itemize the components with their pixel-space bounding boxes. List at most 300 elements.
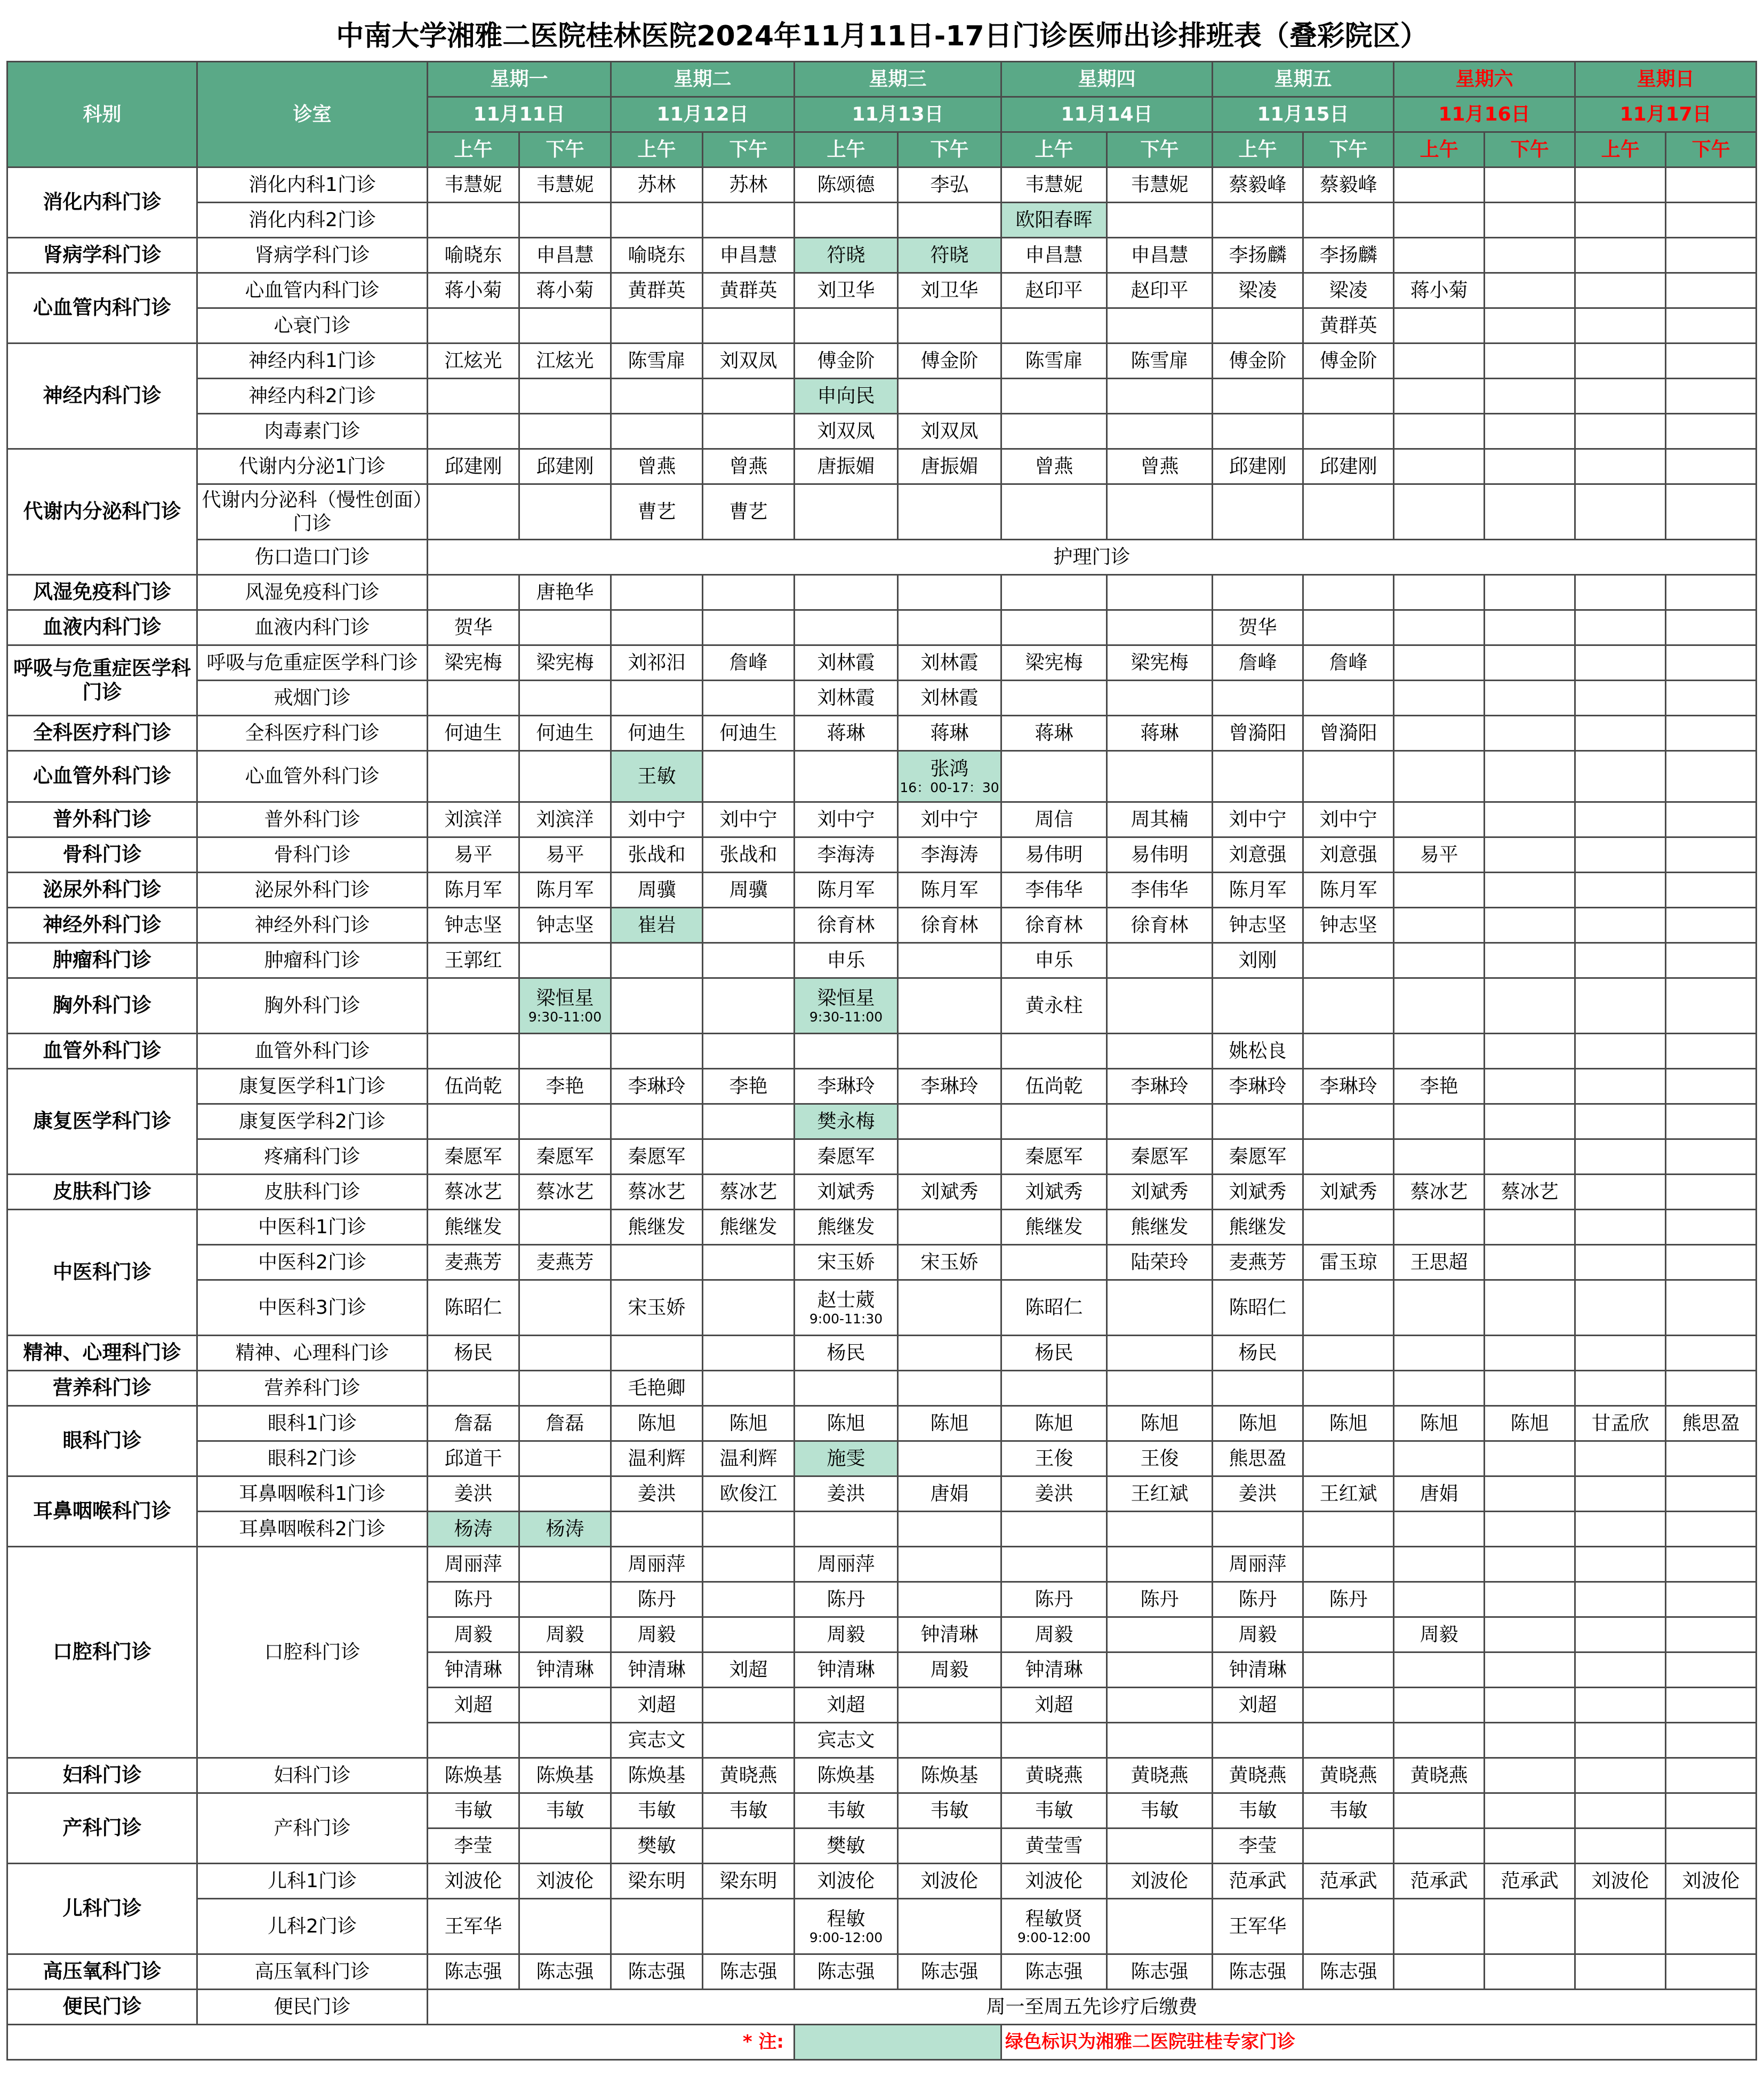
doctor-cell	[1394, 344, 1485, 379]
doctor-cell	[1107, 802, 1213, 837]
doctor-cell	[1303, 1512, 1394, 1547]
doctor-cell	[1213, 1441, 1303, 1476]
room-cell: 营养科门诊	[197, 1371, 428, 1406]
doctor-cell	[611, 1069, 703, 1104]
doctor-cell	[898, 751, 1001, 802]
doctor-name: 刘超	[637, 1694, 676, 1716]
doctor-cell	[1001, 873, 1107, 908]
doctor-cell	[519, 1617, 611, 1652]
doctor-cell	[611, 610, 703, 645]
doctor-cell	[1394, 1954, 1485, 1990]
room-cell: 疼痛科门诊	[197, 1139, 428, 1175]
doctor-name: 陈月军	[536, 879, 594, 901]
doctor-cell	[1666, 1793, 1757, 1829]
doctor-name: 王红斌	[1130, 1482, 1189, 1505]
doctor-name: 周骥	[729, 879, 768, 901]
doctor-cell	[1485, 1069, 1575, 1104]
doctor-cell	[795, 1371, 898, 1406]
doctor-cell	[703, 1954, 795, 1990]
doctor-name: 温利辉	[628, 1447, 686, 1470]
clinic-hours: 16：00-17：30	[900, 780, 999, 796]
schedule-row	[7, 1034, 1757, 1069]
doctor-cell	[898, 167, 1001, 203]
doctor-cell	[1213, 414, 1303, 449]
doctor-cell	[898, 1441, 1001, 1476]
room-cell: 代谢内分泌1门诊	[197, 449, 428, 484]
doctor-cell	[1394, 1371, 1485, 1406]
doctor-name: 邱建刚	[444, 455, 502, 477]
doctor-cell	[1485, 1547, 1575, 1582]
doctor-cell	[1213, 1476, 1303, 1512]
header-pm: 下午	[703, 132, 795, 167]
doctor-cell	[1666, 978, 1757, 1034]
doctor-name: 杨民	[1035, 1342, 1073, 1364]
doctor-name: 刘意强	[1229, 843, 1287, 866]
doctor-cell	[1107, 1582, 1213, 1617]
doctor-cell	[1213, 1652, 1303, 1688]
doctor-name: 申昌慧	[536, 244, 594, 266]
doctor-cell	[703, 449, 795, 484]
room-cell: 中医科2门诊	[197, 1245, 428, 1280]
schedule-row	[7, 1954, 1757, 1990]
header-date: 11月15日	[1213, 97, 1394, 132]
doctor-cell	[1575, 379, 1666, 414]
doctor-name: 王俊	[1140, 1447, 1179, 1470]
doctor-name: 刘超	[1238, 1694, 1277, 1716]
doctor-cell	[1394, 1617, 1485, 1652]
doctor-cell	[1107, 414, 1213, 449]
doctor-cell	[611, 1899, 703, 1954]
doctor-cell	[1394, 716, 1485, 751]
doctor-name: 赵印平	[1130, 279, 1189, 301]
doctor-cell	[1001, 645, 1107, 681]
header-pm: 下午	[1303, 132, 1394, 167]
doctor-name: 蔡冰艺	[444, 1180, 502, 1203]
doctor-name: 韦慧妮	[1130, 173, 1189, 196]
doctor-name: 刘斌秀	[1025, 1180, 1083, 1203]
doctor-cell	[898, 943, 1001, 978]
doctor-name: 韦敏	[546, 1799, 584, 1822]
doctor-cell	[1575, 1829, 1666, 1864]
room-cell: 妇科门诊	[197, 1758, 428, 1793]
doctor-name: 陈旭	[827, 1412, 865, 1434]
doctor-name: 黄晓燕	[1229, 1764, 1287, 1786]
doctor-name: 蔡毅峰	[1229, 173, 1287, 196]
doctor-cell	[611, 1104, 703, 1139]
doctor-cell	[1575, 1371, 1666, 1406]
doctor-name: 唐娟	[1420, 1482, 1458, 1505]
doctor-name: 李莹	[1238, 1834, 1277, 1857]
doctor-name: 陈月军	[1229, 879, 1287, 901]
doctor-cell	[1001, 1034, 1107, 1069]
doctor-cell	[1485, 1582, 1575, 1617]
doctor-cell	[1001, 167, 1107, 203]
doctor-cell	[703, 1245, 795, 1280]
doctor-name: 詹峰	[1329, 651, 1368, 674]
schedule-row	[7, 1899, 1757, 1954]
doctor-name: 刘中宁	[1319, 808, 1377, 831]
doctor-cell	[1107, 308, 1213, 344]
doctor-cell	[703, 1582, 795, 1617]
doctor-cell	[1485, 978, 1575, 1034]
doctor-cell	[795, 1547, 898, 1582]
doctor-name: 刘波伦	[536, 1870, 594, 1892]
doctor-cell	[703, 575, 795, 610]
doctor-cell	[519, 943, 611, 978]
schedule-row	[7, 1371, 1757, 1406]
doctor-name: 杨涛	[546, 1518, 584, 1540]
doctor-cell	[1666, 1723, 1757, 1758]
dept-cell: 口腔科门诊	[7, 1547, 197, 1758]
doctor-cell	[1575, 1441, 1666, 1476]
doctor-name: 陈月军	[920, 879, 979, 901]
room-cell: 耳鼻咽喉科2门诊	[197, 1512, 428, 1547]
doctor-cell	[1213, 167, 1303, 203]
doctor-cell	[1666, 1954, 1757, 1990]
doctor-cell	[898, 716, 1001, 751]
doctor-cell	[703, 1723, 795, 1758]
doctor-cell	[1001, 1104, 1107, 1139]
doctor-name: 蒋小菊	[536, 279, 594, 301]
doctor-cell	[1001, 1829, 1107, 1864]
doctor-name: 周信	[1035, 808, 1073, 831]
doctor-cell	[1666, 1617, 1757, 1652]
header-am: 上午	[611, 132, 703, 167]
doctor-cell	[1666, 1758, 1757, 1793]
doctor-cell	[428, 802, 519, 837]
doctor-cell	[1213, 1512, 1303, 1547]
doctor-cell	[1303, 1793, 1394, 1829]
doctor-name: 钟清琳	[628, 1658, 686, 1681]
doctor-cell	[795, 908, 898, 943]
doctor-cell	[1666, 1336, 1757, 1371]
doctor-cell	[1213, 1617, 1303, 1652]
doctor-name: 韦慧妮	[444, 173, 502, 196]
doctor-name: 傅金阶	[920, 349, 979, 372]
doctor-cell	[1394, 1476, 1485, 1512]
header-room: 诊室	[197, 62, 428, 167]
doctor-cell	[428, 1175, 519, 1210]
doctor-cell	[1107, 1034, 1213, 1069]
doctor-cell	[1213, 978, 1303, 1034]
doctor-name: 陆荣玲	[1130, 1251, 1189, 1273]
doctor-cell	[1213, 1210, 1303, 1245]
doctor-cell	[428, 379, 519, 414]
doctor-cell	[1575, 1864, 1666, 1899]
doctor-cell	[611, 1723, 703, 1758]
doctor-cell	[1303, 1336, 1394, 1371]
schedule-row	[7, 1547, 1757, 1582]
doctor-cell	[519, 575, 611, 610]
doctor-name: 易平	[454, 843, 493, 866]
doctor-cell	[795, 167, 898, 203]
doctor-cell	[428, 1864, 519, 1899]
room-cell: 胸外科门诊	[197, 978, 428, 1034]
doctor-cell	[1213, 449, 1303, 484]
doctor-cell	[1575, 943, 1666, 978]
doctor-cell	[1107, 1512, 1213, 1547]
doctor-cell	[898, 1034, 1001, 1069]
doctor-cell	[611, 1829, 703, 1864]
doctor-name: 梁凌	[1329, 279, 1368, 301]
doctor-name: 刘滨洋	[536, 808, 594, 831]
doctor-cell	[428, 238, 519, 273]
doctor-cell	[611, 449, 703, 484]
doctor-name: 刘超	[454, 1694, 493, 1716]
doctor-cell	[1001, 1582, 1107, 1617]
doctor-cell	[1394, 681, 1485, 716]
doctor-cell	[898, 1371, 1001, 1406]
doctor-name: 崔岩	[637, 914, 676, 936]
doctor-name: 毛艳卿	[628, 1377, 686, 1399]
schedule-row	[7, 308, 1757, 344]
doctor-name: 钟清琳	[920, 1623, 979, 1646]
doctor-name: 梁宪梅	[444, 651, 502, 674]
doctor-cell	[1213, 203, 1303, 238]
doctor-name: 陈志强	[1130, 1960, 1189, 1983]
doctor-name: 周毅	[827, 1623, 865, 1646]
header-date: 11月13日	[795, 97, 1001, 132]
doctor-name: 刘波伦	[444, 1870, 502, 1892]
doctor-name: 赵士葳	[817, 1289, 875, 1312]
schedule-row	[7, 610, 1757, 645]
doctor-cell	[898, 379, 1001, 414]
doctor-name: 张战和	[719, 843, 777, 866]
doctor-cell	[795, 238, 898, 273]
doctor-cell	[1394, 1793, 1485, 1829]
doctor-name: 李伟华	[1130, 879, 1189, 901]
doctor-name: 黄晓燕	[1130, 1764, 1189, 1786]
doctor-cell	[519, 1069, 611, 1104]
doctor-cell	[1575, 716, 1666, 751]
doctor-name: 张战和	[628, 843, 686, 866]
doctor-name: 刘波伦	[1682, 1870, 1740, 1892]
doctor-name: 蒋小菊	[444, 279, 502, 301]
room-cell: 康复医学科2门诊	[197, 1104, 428, 1139]
doctor-cell	[1001, 1441, 1107, 1476]
doctor-cell	[1666, 610, 1757, 645]
room-cell: 神经内科2门诊	[197, 379, 428, 414]
doctor-cell	[795, 1280, 898, 1336]
doctor-name: 麦燕芳	[444, 1251, 502, 1273]
doctor-name: 李弘	[930, 173, 969, 196]
dept-cell: 血液内科门诊	[7, 610, 197, 645]
header-date: 11月14日	[1001, 97, 1213, 132]
schedule-row	[7, 344, 1757, 379]
doctor-cell	[1107, 1371, 1213, 1406]
doctor-cell	[519, 1582, 611, 1617]
doctor-cell	[519, 1476, 611, 1512]
doctor-cell	[1001, 716, 1107, 751]
doctor-cell	[703, 1864, 795, 1899]
doctor-name: 杨民	[454, 1342, 493, 1364]
doctor-cell	[1394, 1441, 1485, 1476]
doctor-cell	[1485, 1034, 1575, 1069]
doctor-cell	[611, 484, 703, 540]
doctor-cell	[898, 1582, 1001, 1617]
schedule-row	[7, 681, 1757, 716]
doctor-cell	[1394, 978, 1485, 1034]
doctor-cell	[1107, 1175, 1213, 1210]
doctor-cell	[1001, 1476, 1107, 1512]
doctor-cell	[898, 1210, 1001, 1245]
header-weekday: 星期三	[795, 62, 1001, 97]
doctor-cell	[428, 1139, 519, 1175]
doctor-name: 何迪生	[444, 722, 502, 744]
doctor-cell	[1394, 379, 1485, 414]
room-cell: 代谢内分泌科（慢性创面）门诊	[197, 484, 428, 540]
doctor-cell	[1107, 1069, 1213, 1104]
dept-cell: 儿科门诊	[7, 1864, 197, 1954]
doctor-cell	[795, 1139, 898, 1175]
doctor-name: 姜洪	[454, 1482, 493, 1505]
doctor-name: 刘中宁	[920, 808, 979, 831]
doctor-cell	[1394, 1723, 1485, 1758]
doctor-cell	[1001, 484, 1107, 540]
doctor-cell	[1485, 1175, 1575, 1210]
doctor-cell	[795, 1954, 898, 1990]
doctor-cell	[611, 681, 703, 716]
doctor-cell	[1303, 1652, 1394, 1688]
doctor-name: 刘波伦	[1130, 1870, 1189, 1892]
doctor-cell	[703, 344, 795, 379]
doctor-cell	[1575, 610, 1666, 645]
doctor-name: 梁恒星	[536, 987, 594, 1010]
doctor-name: 周毅	[637, 1623, 676, 1646]
doctor-cell	[898, 1069, 1001, 1104]
doctor-cell	[1213, 1829, 1303, 1864]
doctor-cell	[1666, 1175, 1757, 1210]
doctor-name: 周丽萍	[817, 1553, 875, 1575]
doctor-name: 王军华	[1229, 1915, 1287, 1937]
doctor-cell	[519, 1899, 611, 1954]
doctor-name: 陈丹	[1238, 1588, 1277, 1610]
doctor-cell	[703, 681, 795, 716]
doctor-cell	[703, 1793, 795, 1829]
doctor-cell	[1303, 379, 1394, 414]
legend-label: * 注:	[7, 2025, 795, 2060]
doctor-cell	[1303, 1441, 1394, 1476]
dept-cell: 高压氧科门诊	[7, 1954, 197, 1990]
doctor-cell	[611, 1793, 703, 1829]
doctor-name: 刘双凤	[920, 420, 979, 442]
doctor-cell	[1394, 308, 1485, 344]
doctor-cell	[898, 610, 1001, 645]
doctor-cell	[1666, 238, 1757, 273]
doctor-cell	[1485, 1723, 1575, 1758]
dept-cell: 肾病学科门诊	[7, 238, 197, 273]
doctor-name: 陈月军	[1319, 879, 1377, 901]
doctor-cell	[519, 1954, 611, 1990]
doctor-cell	[1575, 1476, 1666, 1512]
doctor-cell	[898, 837, 1001, 873]
doctor-cell	[1485, 1406, 1575, 1441]
doctor-cell	[428, 1582, 519, 1617]
doctor-cell	[1107, 238, 1213, 273]
doctor-cell	[1213, 1034, 1303, 1069]
doctor-cell	[1485, 1652, 1575, 1688]
doctor-name: 陈焕基	[444, 1764, 502, 1786]
doctor-cell	[1107, 645, 1213, 681]
doctor-name: 邱道干	[444, 1447, 502, 1470]
doctor-name: 陈志强	[444, 1960, 502, 1983]
doctor-cell	[703, 1652, 795, 1688]
doctor-cell	[1303, 978, 1394, 1034]
doctor-name: 陈昭仁	[1025, 1296, 1083, 1319]
doctor-cell	[1394, 1652, 1485, 1688]
doctor-cell	[1666, 1280, 1757, 1336]
doctor-cell	[611, 645, 703, 681]
doctor-cell	[1303, 1547, 1394, 1582]
doctor-cell	[898, 238, 1001, 273]
doctor-name: 蔡冰艺	[1410, 1180, 1468, 1203]
doctor-cell	[1394, 1069, 1485, 1104]
doctor-cell	[1666, 1139, 1757, 1175]
doctor-cell	[519, 1371, 611, 1406]
doctor-cell	[1485, 873, 1575, 908]
doctor-name: 周毅	[546, 1623, 584, 1646]
doctor-cell	[1107, 1210, 1213, 1245]
doctor-cell	[519, 1793, 611, 1829]
schedule-row	[7, 1210, 1757, 1245]
doctor-cell	[1107, 203, 1213, 238]
doctor-cell	[1666, 484, 1757, 540]
doctor-name: 熊继发	[719, 1216, 777, 1238]
doctor-cell	[1303, 802, 1394, 837]
doctor-name: 熊继发	[817, 1216, 875, 1238]
doctor-cell	[1213, 645, 1303, 681]
doctor-cell	[703, 1617, 795, 1652]
doctor-name: 韦敏	[637, 1799, 676, 1822]
doctor-cell	[1575, 414, 1666, 449]
doctor-name: 钟清琳	[817, 1658, 875, 1681]
doctor-cell	[428, 1829, 519, 1864]
doctor-cell	[1001, 1793, 1107, 1829]
doctor-name: 钟清琳	[1025, 1658, 1083, 1681]
doctor-cell	[1485, 273, 1575, 308]
doctor-cell	[428, 344, 519, 379]
doctor-name: 易伟明	[1025, 843, 1083, 866]
doctor-name: 陈昭仁	[1229, 1296, 1287, 1319]
doctor-cell	[519, 1104, 611, 1139]
room-cell: 肾病学科门诊	[197, 238, 428, 273]
doctor-cell	[1666, 344, 1757, 379]
doctor-cell	[1213, 716, 1303, 751]
doctor-cell	[795, 1899, 898, 1954]
doctor-cell	[1575, 203, 1666, 238]
header-pm: 下午	[898, 132, 1001, 167]
doctor-cell	[898, 802, 1001, 837]
doctor-cell	[1107, 1758, 1213, 1793]
doctor-name: 申昌慧	[1025, 244, 1083, 266]
doctor-cell	[428, 873, 519, 908]
doctor-cell	[1107, 1441, 1213, 1476]
doctor-cell	[519, 1406, 611, 1441]
doctor-name: 刘林霞	[817, 686, 875, 709]
schedule-row	[7, 1758, 1757, 1793]
doctor-cell	[1001, 1175, 1107, 1210]
doctor-cell	[1213, 1139, 1303, 1175]
room-cell: 消化内科2门诊	[197, 203, 428, 238]
doctor-name: 蒋琳	[930, 722, 969, 744]
doctor-cell	[611, 873, 703, 908]
clinic-hours: 9:30-11:00	[528, 1009, 602, 1025]
doctor-cell	[611, 1582, 703, 1617]
doctor-name: 李艳	[546, 1075, 584, 1097]
schedule-row	[7, 1175, 1757, 1210]
doctor-name: 符晓	[827, 244, 865, 266]
doctor-name: 范承武	[1229, 1870, 1287, 1892]
